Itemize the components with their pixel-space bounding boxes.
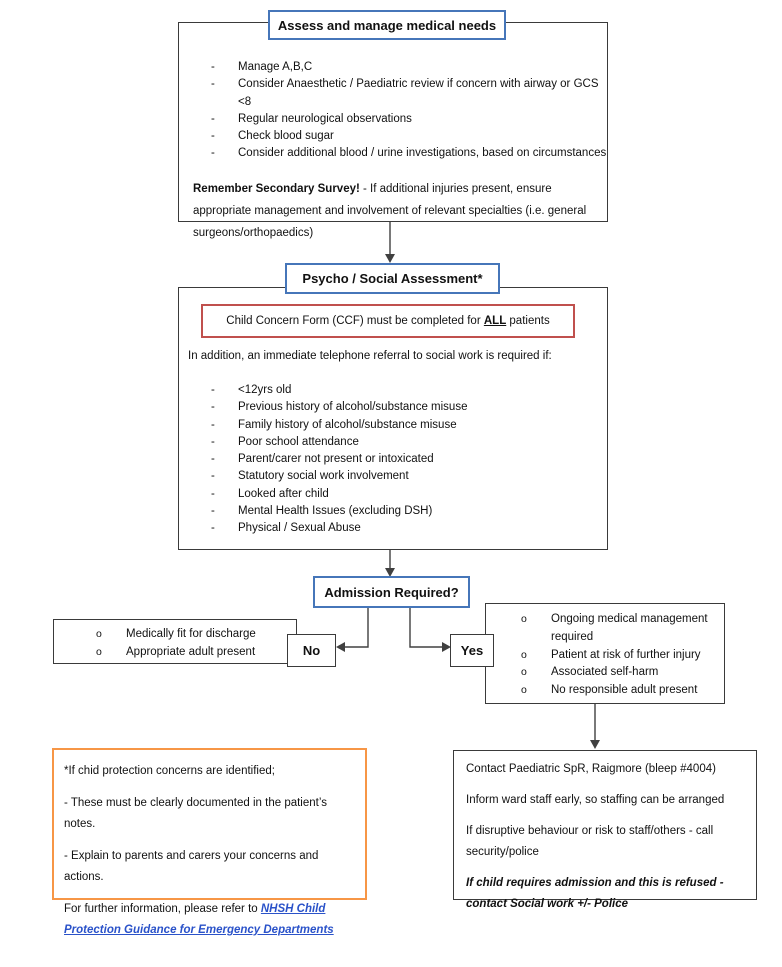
contact-line-2: Inform ward staff early, so staffing can be arranged xyxy=(466,794,725,806)
protection-line-4 xyxy=(64,899,355,941)
circle-bullet: o xyxy=(521,648,527,661)
dash-bullet: - xyxy=(211,61,215,73)
list-item xyxy=(211,486,467,503)
list-item xyxy=(211,468,467,485)
yes-outcome-text: Ongoing medical management required xyxy=(551,613,708,643)
protection-line-3: - Explain to parents and carers your concerns and actions. xyxy=(64,850,319,883)
medical-bullet-text: Consider additional blood / urine investigations, based on circumstances xyxy=(238,147,607,160)
circle-bullet: o xyxy=(96,628,102,640)
list-item xyxy=(211,399,467,416)
dash-bullet: - xyxy=(211,401,215,414)
ccf-required-box xyxy=(201,304,575,338)
yes-outcome-text: Associated self-harm xyxy=(551,666,659,679)
medical-needs-box xyxy=(178,22,608,239)
list-item xyxy=(521,647,724,665)
list-item xyxy=(211,520,467,537)
psycho-social-heading xyxy=(285,263,500,294)
medical-bullet-text: Check blood sugar xyxy=(238,130,334,143)
secondary-survey-note-rest: - If additional injuries present, ensure appropriate management and involvement of relevant specialties (i.e. general surgeons/orthopaedics) xyxy=(193,182,587,239)
referral-bullet-text: <12yrs old xyxy=(238,384,292,396)
medical-needs-heading xyxy=(268,10,506,40)
medical-bullet-text: Manage A,B,C xyxy=(238,61,313,73)
list-item xyxy=(211,434,467,451)
dash-bullet: - xyxy=(211,130,215,143)
nhsh-guidance-link[interactable]: NHSH Child Protection Guidance for Emergency Departments xyxy=(64,903,334,936)
referral-criteria-list xyxy=(211,382,467,538)
arrowhead-down-icon xyxy=(385,254,395,263)
yes-outcomes-list xyxy=(521,611,724,700)
circle-bullet: o xyxy=(521,613,527,625)
contact-line-4: If child requires admission and this is refused - contact Social work +/- Police xyxy=(466,877,724,910)
list-item xyxy=(211,76,607,111)
dash-bullet: - xyxy=(211,487,215,500)
dash-bullet: - xyxy=(211,147,215,160)
dash-bullet: - xyxy=(211,418,215,431)
medical-bullet-text: Regular neurological observations xyxy=(238,112,412,125)
protection-line-2: - These must be clearly documented in the patient’s notes. xyxy=(64,797,327,830)
contact-paediatric-box xyxy=(453,750,757,910)
psycho-social-heading-text: Psycho / Social Assessment* xyxy=(302,271,483,286)
arrowhead-down-icon xyxy=(590,740,600,749)
yes-outcome-text: Patient at risk of further injury xyxy=(551,648,701,661)
referral-intro-text: In addition, an immediate telephone referral to social work is required if: xyxy=(188,350,552,362)
medical-needs-heading-text: Assess and manage medical needs xyxy=(277,17,497,33)
list-item xyxy=(211,417,467,434)
contact-line-3: If disruptive behaviour or risk to staff/others - call security/police xyxy=(466,825,714,858)
protection-line-1: *If chid protection concerns are identified; xyxy=(64,765,275,777)
dash-bullet: - xyxy=(211,384,215,396)
list-item xyxy=(211,503,467,520)
yes-decision-box xyxy=(450,634,494,667)
no-outcomes-box xyxy=(53,619,297,664)
list-item xyxy=(211,145,607,162)
circle-bullet: o xyxy=(96,645,102,658)
referral-bullet-text: Statutory social work involvement xyxy=(238,470,409,483)
yes-outcomes-box xyxy=(485,603,725,704)
referral-bullet-text: Previous history of alcohol/substance misuse xyxy=(238,401,468,414)
yes-outcome-text: No responsible adult present xyxy=(551,684,698,697)
list-item xyxy=(211,128,607,145)
referral-bullet-text: Physical / Sexual Abuse xyxy=(238,522,361,535)
ccf-text-prefix: Child Concern Form (CCF) must be completed for xyxy=(226,315,484,327)
dash-bullet: - xyxy=(211,78,215,91)
list-item xyxy=(521,664,724,682)
list-item xyxy=(211,382,467,399)
ccf-text-all: ALL xyxy=(483,315,507,327)
dash-bullet: - xyxy=(211,453,215,466)
contact-line-1: Contact Paediatric SpR, Raigmore (bleep #4004) xyxy=(466,763,716,775)
connector-admission-to-yes xyxy=(410,608,443,647)
list-item xyxy=(211,451,467,468)
admission-required-heading-text: Admission Required? xyxy=(324,584,459,600)
connector-admission-to-no xyxy=(344,608,368,647)
no-decision-label: No xyxy=(302,643,321,658)
ccf-required-text xyxy=(226,315,549,327)
circle-bullet: o xyxy=(521,684,527,697)
no-outcome-text: Medically fit for discharge xyxy=(126,628,256,640)
list-item xyxy=(521,682,724,700)
list-item xyxy=(96,626,296,644)
referral-bullet-text: Looked after child xyxy=(238,487,329,500)
ccf-text-suffix: patients xyxy=(506,315,550,327)
child-protection-note-box xyxy=(52,748,367,936)
referral-bullet-text: Mental Health Issues (excluding DSH) xyxy=(238,505,433,518)
arrowhead-left-icon xyxy=(336,642,345,652)
referral-bullet-text: Poor school attendance xyxy=(238,435,359,448)
admission-required-heading xyxy=(313,576,470,608)
list-item xyxy=(521,611,724,647)
referral-bullet-text: Family history of alcohol/substance misuse xyxy=(238,418,457,431)
dash-bullet: - xyxy=(211,522,215,535)
no-outcome-text: Appropriate adult present xyxy=(126,645,256,658)
dash-bullet: - xyxy=(211,112,215,125)
protection-line-4-prefix: For further information, please refer to xyxy=(64,903,261,915)
list-item xyxy=(96,644,296,662)
list-item xyxy=(211,111,607,128)
dash-bullet: - xyxy=(211,505,215,518)
secondary-survey-note-bold: Remember Secondary Survey! xyxy=(193,182,360,195)
referral-bullet-text: Parent/carer not present or intoxicated xyxy=(238,453,434,466)
dash-bullet: - xyxy=(211,470,215,483)
no-decision-box xyxy=(287,634,336,667)
medical-bullet-list xyxy=(211,59,607,163)
yes-decision-label: Yes xyxy=(460,643,484,658)
dash-bullet: - xyxy=(211,435,215,448)
secondary-survey-note xyxy=(193,178,593,244)
circle-bullet: o xyxy=(521,666,527,679)
no-outcomes-list xyxy=(96,626,296,662)
list-item xyxy=(211,59,607,76)
psycho-social-box xyxy=(178,287,608,550)
medical-bullet-text: Consider Anaesthetic / Paediatric review if concern with airway or GCS <8 xyxy=(238,78,599,108)
